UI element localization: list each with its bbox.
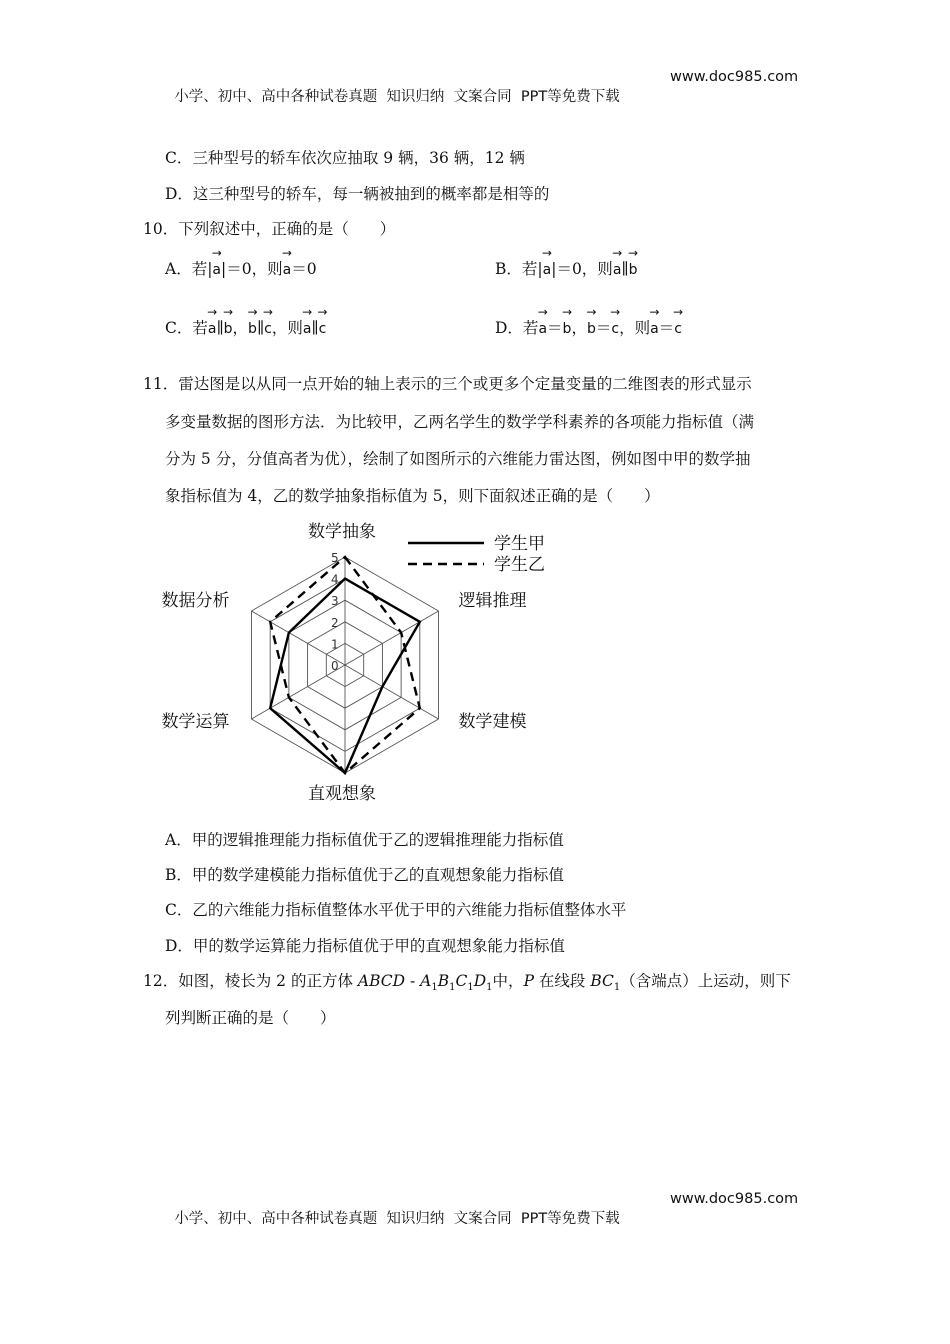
q10-d-sep: ， [571,319,587,337]
q10-d-eq: ＝ [547,319,563,337]
axis-label: 直观想象 [308,784,376,804]
subscript-1: 1 [449,982,456,994]
tick-label: 5 [331,551,339,565]
tick-label: 2 [331,615,339,630]
q10-c-par: ∥ [256,319,265,337]
q11-line-2: 多变量数据的图形方法．为比较甲，乙两名学生的数学学科素养的各项能力指标值（满 [165,413,755,431]
q12-abcd: ABCD [357,972,406,990]
vector-a: → a [543,260,552,278]
vector-c: → c [674,319,682,337]
header-text: 小学、初中、高中各种试卷真题 知识归纳 文案合同 PPT等免费下载 [174,89,620,105]
tick-label: 4 [331,572,339,587]
q12-text-2: 中， [492,972,524,990]
footer-site: www.doc985.com [670,1191,799,1207]
q10-c-sep: ， [232,319,249,337]
subscript-1: 1 [613,982,621,994]
q10-d-eq: ＝ [658,319,675,337]
tick-label: 3 [331,594,339,609]
q10-c-par: ∥ [311,319,319,337]
q11-option-c: C．乙的六维能力指标值整体水平优于甲的六维能力指标值整体水平 [165,901,627,919]
header-site: www.doc985.com [670,69,799,85]
q12-c1: C [455,972,468,990]
q10-d-then: ，则 [619,319,651,337]
q11-option-a: A．甲的逻辑推理能力指标值优于乙的逻辑推理能力指标值 [165,831,564,849]
q12-line-1 [143,969,791,993]
q10-option-b [495,257,637,279]
vector-b: → b [248,319,257,337]
axis-label: 数学建模 [458,712,527,732]
axis-label: 数学运算 [161,712,230,732]
axis-label: 数学抽象 [308,522,376,542]
q12-a1: A [420,972,432,990]
axis-label: 数据分析 [161,591,230,611]
q12-dash: - [405,972,421,990]
legend-label: 学生乙 [494,555,545,575]
vector-a: → a [212,260,221,278]
q12-d1: D [473,972,487,990]
axis-line-2 [345,665,439,719]
q10-b-par: ∥ [621,260,629,278]
radar-ticks [331,551,339,673]
q12-text-1: 12．如图，棱长为 2 的正方体 [143,972,358,990]
vector-b: → b [563,319,572,337]
q12-text-3: 在线段 [534,972,591,990]
q10-option-c [165,316,326,338]
q9-option-c: C．三种型号的轿车依次应抽取 9 辆，36 辆，12 辆 [165,149,525,167]
tick-label: 1 [331,637,339,652]
q10-b-label: B．若| [495,260,543,278]
q10-d-label: D．若 [495,319,539,337]
footer-text: 小学、初中、高中各种试卷真题 知识归纳 文案合同 PPT等免费下载 [174,1211,620,1227]
q11-line-1: 11．雷达图是以从同一点开始的轴上表示的三个或更多个定量变量的二维图表的形式显示 [143,375,752,393]
radar-grid [251,557,438,773]
q10-a-end: ＝0 [291,260,317,278]
vector-b: → b [587,319,596,337]
page-footer [165,1191,805,1244]
q11-line-3: 分为 5 分，分值高者为优），绘制了如图所示的六维能力雷达图，例如图中甲的数学抽 [165,450,751,468]
q10-a-mid: |＝0，则 [221,260,283,278]
q11-option-d: D．甲的数学运算能力指标值优于甲的直观想象能力指标值 [165,937,565,955]
vector-a: → a [613,260,622,278]
q10-option-d [495,316,682,338]
radar-legend [408,534,545,575]
vector-c: → c [611,319,619,337]
q12-text-4: （含端点）上运动，则下 [620,972,791,990]
q9-option-d: D．这三种型号的轿车，每一辆被抽到的概率都是相等的 [165,185,550,203]
q10-a-label: A．若| [165,260,213,278]
tick-label: 0 [331,659,339,673]
legend-label: 学生甲 [494,534,545,554]
q10-b-mid: |＝0，则 [551,260,613,278]
vector-a: → a [538,319,547,337]
subscript-1: 1 [467,982,474,994]
q10-option-a [165,257,317,279]
vector-a: → a [650,319,659,337]
vector-b: → b [629,260,638,278]
page-header [165,69,805,122]
q12-bc: BC [590,972,614,990]
q10-c-then: ，则 [271,319,303,337]
q12-line-2: 列判断正确的是（ ） [165,1009,336,1027]
vector-c: → c [264,319,272,337]
vector-a: → a [283,260,292,278]
q10-c-par: ∥ [216,319,224,337]
subscript-1: 1 [431,982,438,994]
q11-line-4: 象指标值为 4，乙的数学抽象指标值为 5，则下面叙述正确的是（ ） [165,487,660,505]
subscript-1: 1 [486,982,493,994]
vector-a: → a [208,319,217,337]
radar-chart [160,512,580,812]
q10-stem: 10．下列叙述中，正确的是（ ） [143,220,396,238]
vector-a: → a [303,319,312,337]
vector-b: → b [224,319,233,337]
vector-c: → c [319,319,327,337]
q11-option-b: B．甲的数学建模能力指标值优于乙的直观想象能力指标值 [165,866,564,884]
q12-b1: B [437,972,450,990]
q12-point-p: P [523,972,534,990]
axis-label: 逻辑推理 [458,591,527,611]
q10-c-label: C．若 [165,319,208,337]
q10-d-eq: ＝ [595,319,612,337]
